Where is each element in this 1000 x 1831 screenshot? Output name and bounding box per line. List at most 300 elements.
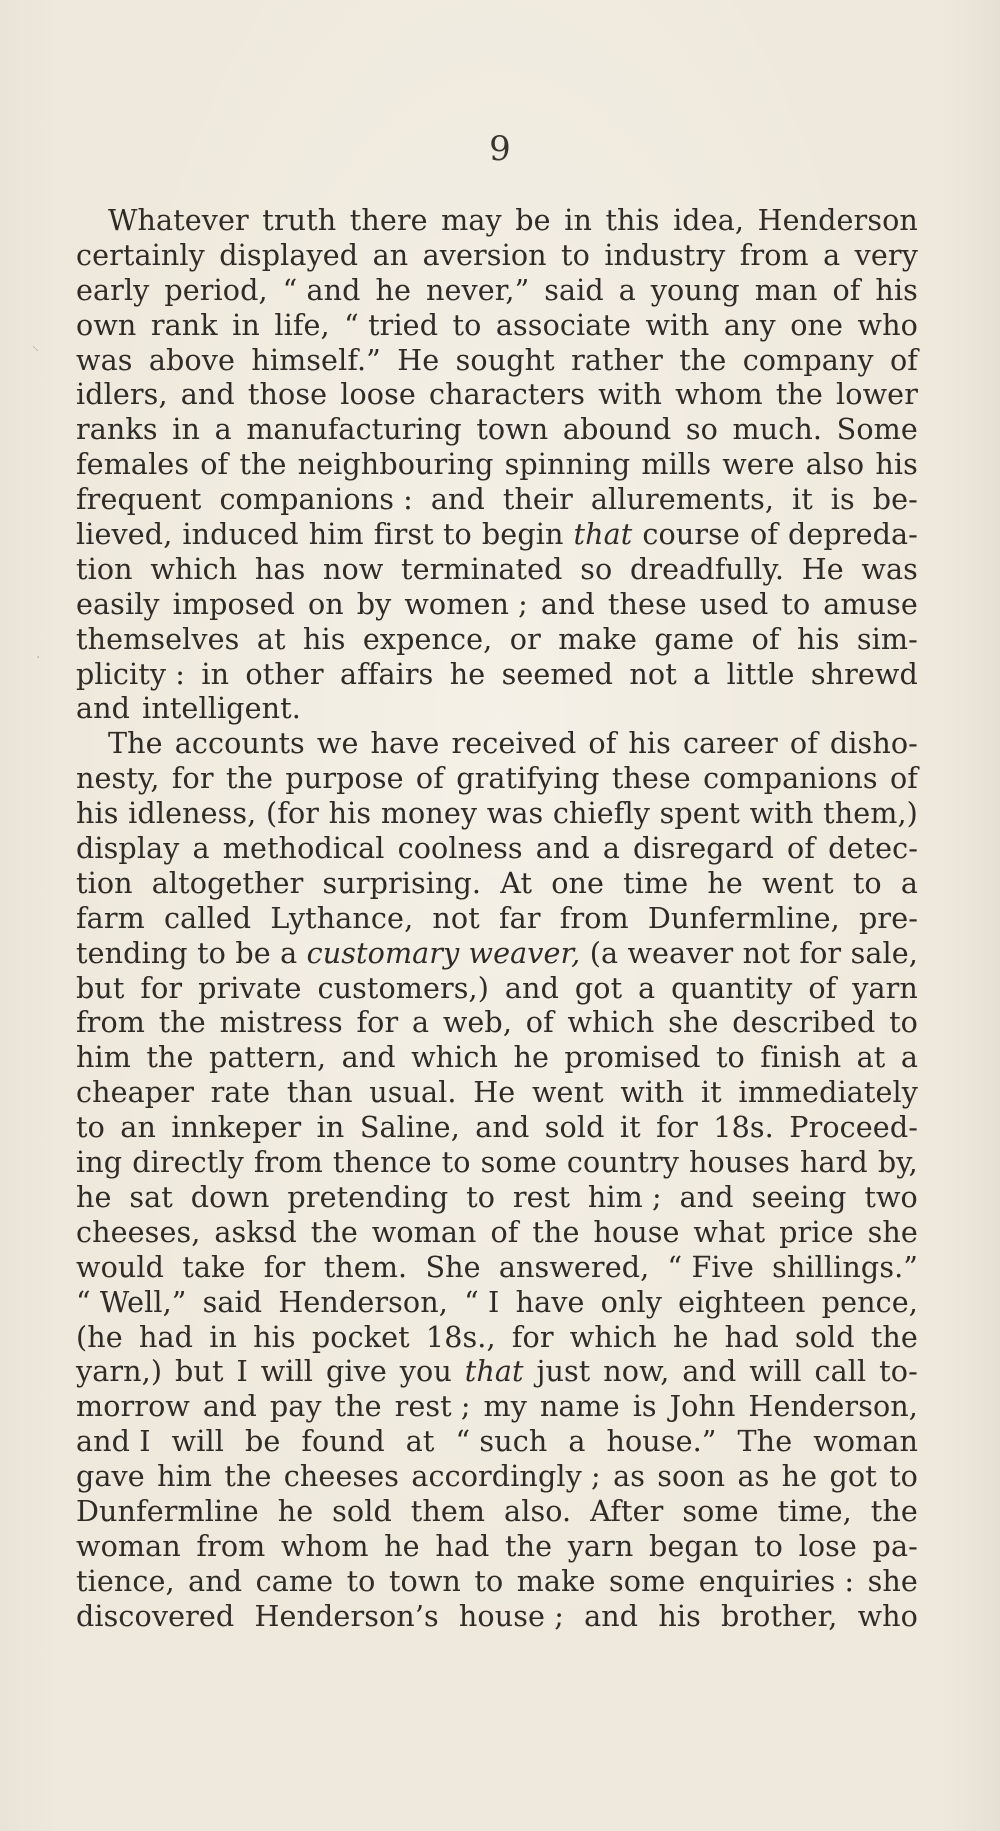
- word: loose: [340, 377, 416, 412]
- word: of: [808, 970, 837, 1005]
- word: of: [889, 342, 918, 377]
- word: be-: [872, 482, 918, 517]
- word: directly: [132, 1145, 244, 1180]
- word: the: [225, 761, 274, 796]
- word: for: [511, 1319, 554, 1354]
- word: manufacturing: [246, 412, 462, 447]
- word: He: [801, 551, 844, 586]
- word: a: [638, 970, 656, 1005]
- word: morrow: [76, 1389, 190, 1424]
- word: had: [724, 1319, 779, 1354]
- word: Henderson: [757, 203, 918, 237]
- word: at: [256, 621, 286, 656]
- word: pence,: [821, 1284, 918, 1319]
- word: for: [171, 761, 214, 796]
- word: for: [140, 970, 183, 1005]
- word: (he: [76, 1319, 123, 1354]
- word: but: [175, 1354, 224, 1389]
- word: himself.”: [251, 342, 381, 377]
- word: has: [254, 551, 306, 586]
- word: idleness,: [128, 796, 257, 831]
- word: not: [742, 935, 791, 970]
- word: his: [328, 796, 372, 831]
- word: some: [480, 1145, 557, 1180]
- word: any: [723, 307, 776, 342]
- word: lose: [798, 1528, 857, 1563]
- text-line: [76, 1145, 918, 1180]
- word: woman: [813, 1424, 918, 1459]
- word: “ Well,”: [76, 1284, 187, 1319]
- word: career: [683, 726, 778, 761]
- word: The: [737, 1424, 793, 1459]
- word: After: [590, 1493, 664, 1528]
- word: in: [209, 1319, 237, 1354]
- text-line: [76, 482, 918, 517]
- word: two: [864, 1179, 918, 1214]
- word: his: [628, 726, 671, 761]
- word: women ;: [404, 586, 528, 621]
- word: found: [301, 1424, 385, 1459]
- word: own: [76, 307, 137, 342]
- word: it: [700, 1075, 722, 1110]
- text-line: [76, 657, 918, 692]
- word: never,”: [425, 272, 530, 307]
- text-line: [76, 726, 918, 761]
- word: rest: [512, 1179, 571, 1214]
- word: to-: [879, 1354, 918, 1389]
- word: finish: [760, 1040, 842, 1075]
- word: not: [629, 656, 677, 691]
- word: town: [388, 1563, 461, 1598]
- word: course: [642, 517, 740, 552]
- word: a: [618, 272, 636, 307]
- word: down: [190, 1179, 270, 1214]
- word: “ and: [282, 272, 361, 307]
- word: and: [180, 377, 235, 412]
- word: to: [452, 307, 482, 342]
- word: tending: [76, 935, 188, 970]
- word: the: [239, 447, 287, 482]
- word: (for: [266, 796, 320, 831]
- word: to: [76, 1110, 105, 1145]
- word: woman: [76, 1528, 181, 1563]
- paper-speck: ⸜: [32, 338, 39, 354]
- word: accordingly ;: [411, 1459, 601, 1494]
- word: pattern,: [208, 1040, 327, 1075]
- word: neighbouring: [297, 447, 494, 482]
- word: with: [645, 307, 710, 342]
- word: nesty,: [76, 761, 160, 796]
- word: and: [679, 1179, 734, 1214]
- word: take: [182, 1249, 246, 1284]
- word: now: [323, 551, 384, 586]
- word: an: [120, 1110, 156, 1145]
- word: his: [302, 621, 346, 656]
- word: eighteen: [678, 1284, 806, 1319]
- word: name: [539, 1389, 620, 1424]
- word: and: [475, 1110, 530, 1145]
- word: that: [573, 517, 633, 552]
- word: at: [405, 1424, 435, 1459]
- word: and: [584, 1598, 639, 1633]
- word: make: [516, 1563, 596, 1598]
- word: of: [200, 447, 229, 482]
- word: young: [650, 272, 740, 307]
- word: customers,): [317, 970, 489, 1005]
- text-line: [76, 1424, 918, 1459]
- word: him: [76, 1040, 131, 1075]
- word: seemed: [501, 656, 614, 691]
- word: than: [286, 1075, 353, 1110]
- word: on: [307, 586, 344, 621]
- word: industry: [604, 237, 726, 272]
- word: said: [202, 1284, 263, 1319]
- word: She: [425, 1249, 481, 1284]
- word: a: [900, 1040, 918, 1075]
- word: discovered: [76, 1598, 235, 1633]
- word: got: [829, 1459, 877, 1494]
- word: which: [567, 1005, 655, 1040]
- word: He: [397, 342, 440, 377]
- word: associate: [495, 307, 632, 342]
- word: yarn,): [76, 1354, 163, 1389]
- word: seeing: [751, 1179, 847, 1214]
- word: females: [76, 447, 190, 482]
- word: usual.: [369, 1075, 457, 1110]
- word: “ Five: [667, 1249, 754, 1284]
- word: sold: [544, 1110, 605, 1145]
- word: company: [742, 342, 874, 377]
- word: detec-: [828, 831, 918, 866]
- word: “ such: [455, 1424, 548, 1459]
- word: the: [679, 342, 727, 377]
- word: a: [693, 656, 711, 691]
- word: would: [76, 1249, 165, 1284]
- word: to: [781, 586, 811, 621]
- word: He: [473, 1075, 516, 1110]
- word: lower: [836, 377, 918, 412]
- word: them: [410, 1493, 486, 1528]
- word: of: [789, 726, 818, 761]
- word: now,: [603, 1354, 670, 1389]
- text-line: [76, 866, 918, 901]
- word: country: [566, 1145, 679, 1180]
- word: which: [411, 1040, 499, 1075]
- word: At: [500, 865, 533, 900]
- word: with: [620, 1075, 685, 1110]
- word: which: [569, 1319, 657, 1354]
- word: farm: [76, 900, 145, 935]
- word: to: [889, 1005, 918, 1040]
- text-line: [76, 273, 918, 308]
- word: from: [739, 237, 809, 272]
- word: time: [623, 865, 689, 900]
- word: money: [380, 796, 478, 831]
- word: a: [411, 1005, 430, 1040]
- word: Lythance,: [270, 900, 414, 935]
- word: Some: [836, 412, 918, 447]
- word: of: [588, 726, 617, 761]
- word: whom: [280, 1528, 369, 1563]
- word: one: [790, 307, 844, 342]
- word: hard: [799, 1145, 868, 1180]
- word: have: [370, 726, 440, 761]
- word: she: [668, 1005, 719, 1040]
- word: themselves: [76, 621, 240, 656]
- word: an: [372, 237, 409, 272]
- word: and: [202, 1389, 257, 1424]
- word: pretending: [287, 1179, 449, 1214]
- word: John: [669, 1389, 736, 1424]
- word: of: [415, 761, 444, 796]
- word: sold: [794, 1319, 855, 1354]
- word: went: [762, 865, 834, 900]
- word: had: [138, 1319, 194, 1354]
- word: terminated: [401, 551, 563, 586]
- word: house: [593, 1214, 680, 1249]
- word: rather: [571, 342, 663, 377]
- word: him: [157, 1459, 213, 1494]
- word: answered,: [498, 1249, 650, 1284]
- word: he: [375, 272, 412, 307]
- word: far: [499, 900, 541, 935]
- word: for: [263, 1249, 306, 1284]
- word: soon: [657, 1459, 726, 1494]
- word: a: [823, 237, 841, 272]
- word: to: [754, 1528, 783, 1563]
- word: the: [870, 1493, 918, 1528]
- word: allurements,: [590, 482, 775, 517]
- word: sim-: [856, 621, 918, 656]
- word: him: [308, 517, 364, 552]
- word: (a: [589, 935, 619, 970]
- text-line: [76, 1564, 918, 1599]
- text-line: [76, 622, 918, 657]
- text-line: [76, 1320, 918, 1355]
- word: Dunfermline: [76, 1493, 259, 1528]
- word: ranks: [76, 412, 158, 447]
- word: so: [580, 551, 613, 586]
- text-line: [76, 203, 918, 238]
- paper-speck: ·: [36, 650, 41, 666]
- text-line: [76, 587, 918, 622]
- word: web,: [442, 1005, 513, 1040]
- word: he: [277, 1493, 314, 1528]
- word: that: [464, 1354, 524, 1389]
- word: plicity :: [76, 656, 186, 691]
- word: what: [693, 1214, 766, 1249]
- word: coolness: [397, 831, 523, 866]
- word: just: [536, 1354, 591, 1389]
- word: ing: [76, 1145, 123, 1180]
- word: customary weaver,: [306, 935, 581, 970]
- word: mistress: [219, 1005, 343, 1040]
- word: frequent: [76, 482, 202, 517]
- word: in: [564, 203, 592, 237]
- word: The: [108, 726, 163, 761]
- word: truth: [262, 203, 337, 237]
- word: rate: [210, 1075, 271, 1110]
- word: companions: [703, 761, 878, 796]
- word: by: [356, 586, 392, 621]
- word: promised: [564, 1040, 701, 1075]
- word: spinning: [504, 447, 631, 482]
- word: period,: [164, 272, 268, 307]
- word: or: [509, 621, 541, 656]
- word: affairs: [339, 656, 434, 691]
- word: innkeper: [171, 1110, 302, 1145]
- word: and: [540, 586, 595, 621]
- text-line: [76, 238, 918, 273]
- word: man: [754, 272, 818, 307]
- word: of: [751, 621, 780, 656]
- text-line: [76, 1459, 918, 1494]
- word: he: [384, 1528, 420, 1563]
- word: pre-: [859, 900, 918, 935]
- word: will: [260, 1354, 314, 1389]
- word: he: [76, 1179, 112, 1214]
- word: and: [504, 970, 559, 1005]
- word: his: [658, 1598, 701, 1633]
- word: received: [451, 726, 577, 761]
- word: 18s.,: [425, 1319, 496, 1354]
- word: methodical: [222, 831, 385, 866]
- word: to: [466, 1179, 496, 1214]
- word: tion: [76, 865, 133, 900]
- word: cheaper: [76, 1075, 194, 1110]
- word: only: [600, 1284, 663, 1319]
- word: have: [515, 1284, 585, 1319]
- word: his: [875, 447, 918, 482]
- word: from: [559, 900, 629, 935]
- word: display: [76, 831, 180, 866]
- word: displayed: [219, 237, 359, 272]
- word: idlers,: [76, 377, 168, 412]
- word: chiefly: [552, 796, 650, 831]
- word: these: [607, 586, 687, 621]
- text-line: [76, 831, 918, 866]
- word: gratifying: [456, 761, 600, 796]
- word: the: [334, 1389, 382, 1424]
- text-line: [76, 1389, 918, 1424]
- word: with: [598, 377, 662, 412]
- word: his: [796, 621, 840, 656]
- word: at: [856, 1040, 886, 1075]
- word: described: [732, 1005, 876, 1040]
- word: to: [889, 1459, 918, 1494]
- word: them.: [323, 1249, 408, 1284]
- text-line: [76, 552, 918, 587]
- word: depreda-: [787, 517, 918, 552]
- word: their: [502, 482, 573, 517]
- word: Henderson,: [748, 1389, 918, 1424]
- word: early: [76, 272, 150, 307]
- word: make: [558, 621, 638, 656]
- word: begin: [481, 517, 564, 552]
- word: which: [150, 551, 238, 586]
- word: Henderson,: [278, 1284, 448, 1319]
- word: thence: [332, 1145, 432, 1180]
- word: a: [602, 831, 620, 866]
- word: also.: [504, 1493, 572, 1528]
- word: mills: [641, 447, 712, 482]
- word: Henderson’s: [254, 1598, 439, 1633]
- word: a: [192, 831, 210, 866]
- text-line: [76, 761, 918, 796]
- word: the: [775, 377, 823, 412]
- word: expence,: [362, 621, 493, 656]
- word: from: [196, 1528, 266, 1563]
- word: induced: [182, 517, 299, 552]
- word: companions :: [219, 482, 413, 517]
- word: a: [280, 935, 298, 970]
- word: Whatever: [108, 203, 249, 237]
- word: of: [749, 517, 778, 552]
- word: those: [247, 377, 328, 412]
- word: and: [188, 1563, 243, 1598]
- word: one: [551, 865, 605, 900]
- word: some: [608, 1563, 686, 1598]
- word: his: [875, 272, 918, 307]
- word: will: [749, 1354, 802, 1389]
- word: yarn: [852, 970, 918, 1005]
- word: tience,: [76, 1563, 175, 1598]
- word: said: [544, 272, 604, 307]
- word: he: [707, 865, 743, 900]
- word: house.”: [606, 1424, 717, 1459]
- text-line: [76, 447, 918, 482]
- text-line: [76, 691, 918, 726]
- word: he: [672, 1319, 709, 1354]
- word: to: [197, 935, 226, 970]
- word: these: [611, 761, 691, 796]
- word: disregard: [633, 831, 774, 866]
- word: price: [779, 1214, 854, 1249]
- word: life,: [274, 307, 330, 342]
- word: and: [76, 691, 131, 726]
- word: dreadfully.: [629, 551, 785, 586]
- word: this: [605, 203, 660, 237]
- word: above: [148, 342, 235, 377]
- word: game: [654, 621, 735, 656]
- word: very: [854, 237, 918, 272]
- word: cheeses,: [76, 1214, 201, 1249]
- word: whom: [675, 377, 763, 412]
- word: in: [316, 1110, 345, 1145]
- word: is: [830, 482, 855, 517]
- word: his: [253, 1319, 296, 1354]
- word: it: [619, 1110, 641, 1145]
- text-line: [76, 1285, 918, 1320]
- word: my: [483, 1389, 527, 1424]
- word: the: [146, 1040, 194, 1075]
- word: he: [449, 656, 486, 691]
- word: “ tried: [344, 307, 439, 342]
- word: of: [832, 272, 861, 307]
- word: intelligent.: [142, 691, 301, 726]
- word: he: [513, 1040, 549, 1075]
- word: be: [244, 1424, 281, 1459]
- word: began: [649, 1528, 739, 1563]
- word: so: [685, 412, 718, 447]
- word: immediately: [738, 1075, 918, 1110]
- word: him ;: [587, 1179, 662, 1214]
- word: was: [861, 551, 918, 586]
- word: to: [715, 1040, 745, 1075]
- text-line: [76, 1599, 918, 1634]
- word: and: [535, 831, 590, 866]
- word: the: [532, 1214, 580, 1249]
